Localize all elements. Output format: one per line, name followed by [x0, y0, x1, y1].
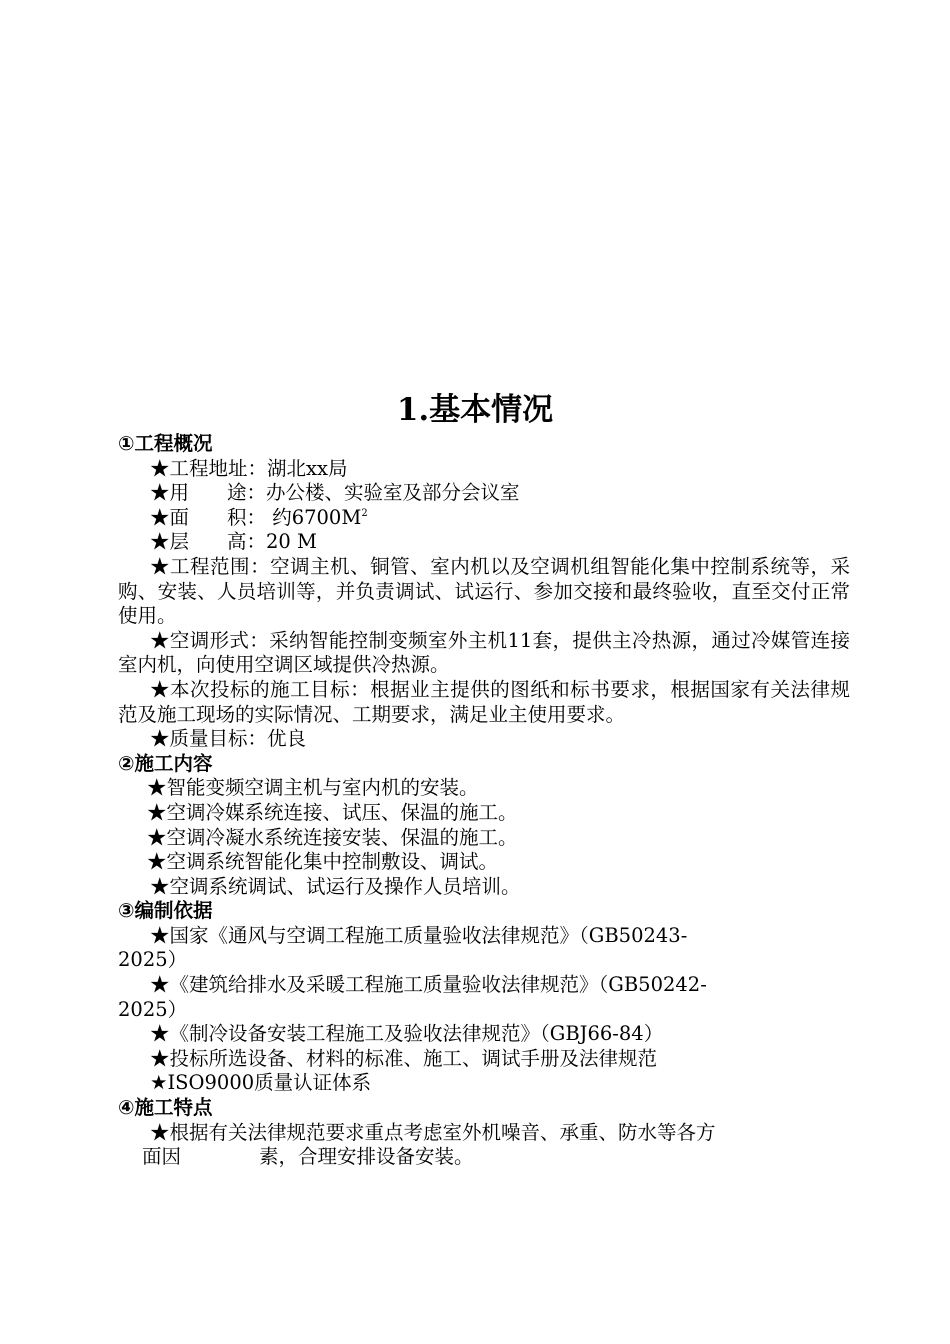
- basis-item-5: ★ISO9000质量认证体系: [150, 1071, 372, 1095]
- basis-item-2: ★《建筑给排水及采暖工程施工质量验收法律规范》（GB50242-: [150, 973, 707, 997]
- features-item-1-cont: 面因 素，合理安排设备安装。: [142, 1145, 474, 1169]
- basis-item-2-cont: 2025）: [118, 997, 188, 1021]
- section-heading-content: ②施工内容: [118, 751, 213, 775]
- basis-item-1-cont: 2025）: [118, 948, 188, 972]
- overview-scope: ★工程范围：空调主机、铜管、室内机以及空调机组智能化集中控制系统等，采购、安装、人员培训等，并负责调试、试运行、参加交接和最终验收，直至交付正常使用。: [118, 554, 850, 628]
- list-item: ★空调冷媒系统连接、试压、保温的施工。: [147, 800, 518, 824]
- overview-ac-form: ★空调形式：采纳智能控制变频室外主机11套，提供主冷热源，通过冷媒管连接室内机，向使用空调区域提供冷热源。: [118, 628, 850, 677]
- section-heading-overview: ①工程概况: [118, 432, 213, 455]
- overview-target: ★本次投标的施工目标：根据业主提供的图纸和标书要求，根据国家有关法律规范及施工现场的实际情况、工期要求，满足业主使用要求。: [118, 677, 850, 726]
- list-item: ★空调冷凝水系统连接安装、保温的施工。: [147, 825, 518, 849]
- section-heading-basis: ③编制依据: [118, 899, 213, 923]
- overview-quality: ★质量目标：优良: [150, 727, 307, 751]
- basis-item-4: ★投标所选设备、材料的标准、施工、调试手册及法律规范: [150, 1046, 658, 1070]
- list-item: ★空调系统调试、试运行及操作人员培训。: [150, 874, 521, 898]
- page-title: 1.基本情况: [396, 392, 554, 428]
- list-item: ★智能变频空调主机与室内机的安装。: [147, 776, 479, 800]
- section-heading-features: ④施工特点: [118, 1096, 213, 1120]
- overview-floor-height: ★层 高：20 M: [150, 530, 317, 554]
- overview-area: ★面 积： 约$6700M^2$: [150, 505, 368, 529]
- overview-address: ★工程地址：湖北xx局: [150, 456, 348, 480]
- overview-use: ★用 途：办公楼、实验室及部分会议室: [150, 481, 520, 505]
- list-item: ★空调系统智能化集中控制敷设、调试。: [147, 850, 499, 874]
- document-body: [118, 432, 850, 1170]
- features-item-1: ★根据有关法律规范要求重点考虑室外机噪音、承重、防水等各方: [150, 1120, 716, 1144]
- basis-item-1: ★国家《通风与空调工程施工质量验收法律规范》（GB50243-: [150, 923, 688, 947]
- basis-item-3: ★《制冷设备安装工程施工及验收法律规范》（GBJ66-84）: [150, 1022, 664, 1046]
